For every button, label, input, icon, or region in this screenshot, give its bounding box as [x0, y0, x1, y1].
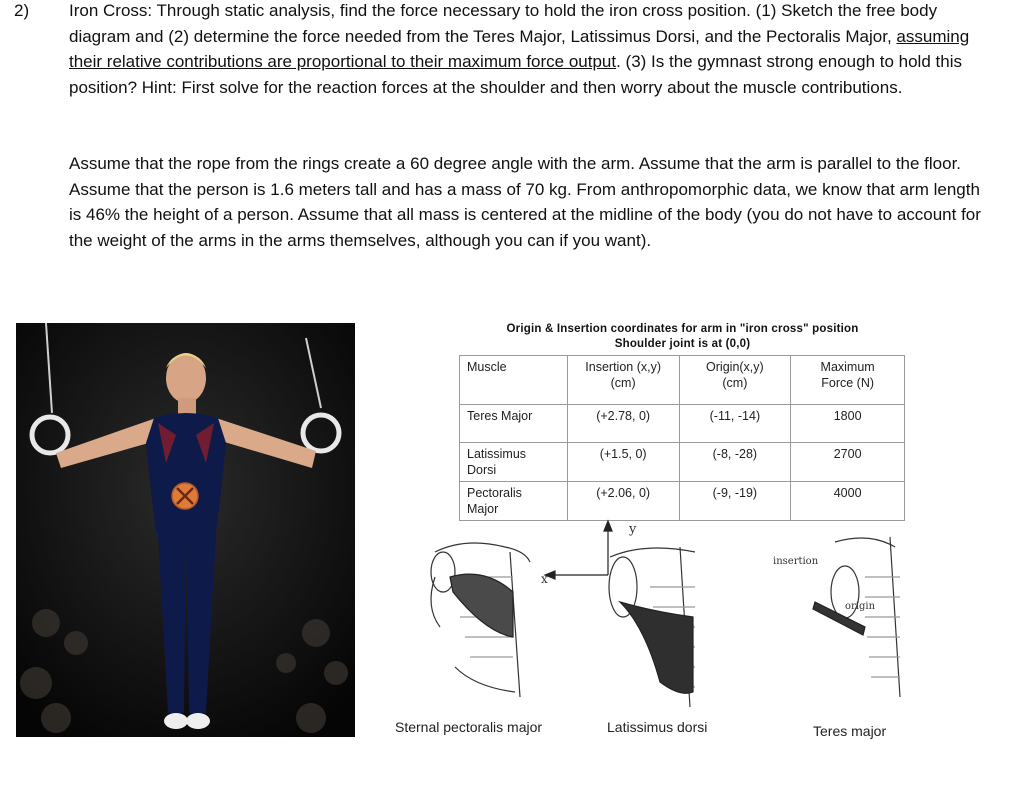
cell-origin: (-8, -28) [679, 443, 791, 482]
problem-paragraph-1: Iron Cross: Through static analysis, find the force necessary to hold the iron cross position. (1) Sketch the free body diagram and (2) determine the force needed from the Teres Major, Latissimus Dorsi, and the Pectoralis Major, assuming their relative contributions are proportional to their maximum force output. (3) Is the gymnast strong enough to hold this position? Hint: First solve for the reaction forces at the shoulder and then worry about the muscle contributions. [69, 1, 970, 97]
pectoralis-illustration [431, 543, 530, 697]
center-of-mass-marker-icon [170, 481, 200, 511]
header-insertion: Insertion (x,y) (cm) [567, 356, 679, 405]
axis-y-label: y [629, 522, 637, 537]
anatomy-illustrations [395, 517, 915, 747]
caption-latissimus: Latissimus dorsi [607, 719, 708, 735]
caption-teres: Teres major [813, 723, 887, 739]
axis-x-label: x [541, 572, 548, 586]
gymnast-photo [16, 323, 355, 737]
caption-pectoralis: Sternal pectoralis major [395, 719, 543, 735]
table-row [460, 482, 905, 521]
problem-paragraph-2: Assume that the rope from the rings create a 60 degree angle with the arm. Assume that the arm is parallel to the floor. Assume that the person is 1.6 meters tall and has a mass of 70 kg. From anthropomorphic data, we know that arm length is 46% the height of a person. Assume that all mass is centered at the midline of the body (you do not have to account for the weight of the arms in the arms themselves, although you can if you want). [69, 154, 981, 250]
table-row [460, 405, 905, 443]
table-title: Origin & Insertion coordinates for arm in "iron cross" position Shoulder joint is at (0,0) [506, 323, 859, 350]
underlined-assumption: assuming their relative contributions are proportional to their maximum force output [69, 26, 970, 72]
table-header-row [460, 356, 905, 405]
problem-number: 2) [14, 1, 30, 20]
teres-illustration [813, 537, 900, 697]
header-muscle: Muscle [460, 356, 568, 405]
cell-muscle: Teres Major [460, 405, 568, 443]
insertion-label: insertion [773, 556, 819, 567]
latissimus-illustration [609, 547, 695, 707]
muscle-coordinates-table [459, 355, 905, 521]
cell-insertion: (+2.06, 0) [567, 482, 679, 521]
cell-max-force: 2700 [791, 443, 905, 482]
header-max-force: Maximum Force (N) [791, 356, 905, 405]
cell-origin: (-11, -14) [679, 405, 791, 443]
coordinate-axes [545, 521, 612, 579]
cell-muscle: Pectoralis Major [460, 482, 568, 521]
cell-muscle: Latissimus Dorsi [460, 443, 568, 482]
origin-label: origin [845, 601, 876, 612]
cell-insertion: (+1.5, 0) [567, 443, 679, 482]
cell-origin: (-9, -19) [679, 482, 791, 521]
header-origin: Origin(x,y) (cm) [679, 356, 791, 405]
table-row [460, 443, 905, 482]
cell-max-force: 1800 [791, 405, 905, 443]
cell-max-force: 4000 [791, 482, 905, 521]
cell-insertion: (+2.78, 0) [567, 405, 679, 443]
